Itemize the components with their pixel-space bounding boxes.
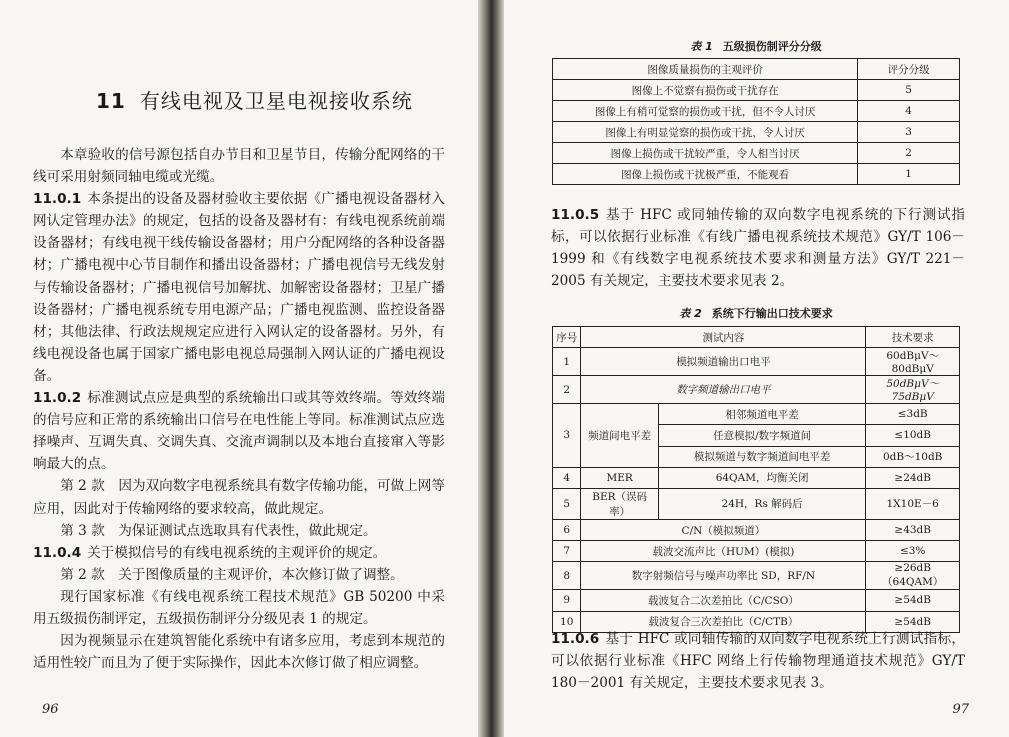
book-spine (478, 0, 504, 737)
table2 (552, 326, 960, 633)
table-cell: 图像上损伤或干扰较严重，令人相当讨厌 (553, 143, 858, 164)
page-number-left: 96 (42, 702, 59, 717)
paragraph (551, 204, 965, 292)
table-row (553, 80, 960, 101)
table-cell: 1 (858, 164, 960, 185)
table-cell: ≥54dB (866, 590, 960, 611)
table-cell: 2 (858, 143, 960, 164)
left-page (0, 0, 478, 737)
table2-caption-number: 表 2 (679, 307, 702, 320)
table-cell: ≥43dB (866, 519, 960, 540)
table-row (553, 164, 960, 185)
paragraph-text: 因为视频显示在建筑智能化系统中有诸多应用，考虑到本规范的适用性较广而且为了便于实际操作，因此本次修订做了相应调整。 (33, 633, 445, 672)
table-cell: 相邻频道电平差 (658, 404, 866, 425)
table-cell: 10 (553, 611, 581, 632)
paragraph-text: 基于 HFC 或同轴传输的双向数字电视系统上行测试指标，可以依据行业标准《HFC 网络上行传输物理通道技术规范》GY/T 180－2001 有关规定，主要技术要求见表 3。 (551, 631, 965, 691)
paragraph (551, 628, 965, 694)
clause-number: 11.0.4 (33, 544, 82, 561)
table1-caption-text: 五级损伤制评分分级 (722, 40, 822, 53)
paragraph-11-0-6 (551, 628, 965, 694)
table-cell: 载波复合三次差拍比（C/CTB） (581, 611, 866, 632)
table-header-cell: 技术要求 (866, 327, 960, 348)
table-cell: 3 (553, 404, 581, 468)
table-cell: 载波交流声比（HUM）(模拟) (581, 541, 866, 562)
clause-number: 11.0.1 (33, 191, 82, 208)
table-row (553, 467, 960, 488)
table-cell: 3 (858, 122, 960, 143)
table-header-cell: 序号 (553, 327, 581, 348)
paragraph (33, 586, 445, 630)
table1-caption-number: 表 1 (690, 40, 713, 53)
table-cell: 9 (553, 590, 581, 611)
table-cell: 图像上有明显觉察的损伤或干扰，令人讨厌 (553, 122, 858, 143)
table-cell: ≤10dB (866, 425, 960, 446)
table-cell: 5 (858, 80, 960, 101)
chapter-title (96, 85, 413, 114)
paragraph (33, 387, 445, 475)
table-cell: 64QAM，均衡关闭 (658, 467, 866, 488)
table1-caption (552, 38, 960, 54)
table-cell: 载波复合二次差拍比（C/CSO） (581, 590, 866, 611)
table-row (553, 488, 960, 519)
table-cell: 数字射频信号与噪声功率比 SD，RF/N (581, 562, 866, 590)
table-cell: 4 (553, 467, 581, 488)
table-cell: 图像上损伤或干扰极严重，不能观看 (553, 164, 858, 185)
table-row (553, 143, 960, 164)
left-body-text (33, 144, 445, 674)
table-row (553, 590, 960, 611)
table2-caption-text: 系统下行输出口技术要求 (711, 307, 833, 320)
table-cell: 1X10E－6 (866, 488, 960, 519)
clause-number: 11.0.5 (551, 207, 600, 223)
table-cell: 1 (553, 348, 581, 376)
paragraph-text: 第 2 款 关于图像质量的主观评价，本次修订做了调整。 (60, 566, 404, 583)
table-row (553, 101, 960, 122)
table-cell: ≤3dB (866, 404, 960, 425)
table-cell: 24H，Rs 解码后 (658, 488, 866, 519)
table-row (553, 541, 960, 562)
table-row (553, 562, 960, 590)
table-header-cell: 图像质量损伤的主观评价 (553, 59, 858, 80)
paragraph (33, 542, 445, 564)
table-cell: 7 (553, 541, 581, 562)
table-cell: 频道间电平差 (581, 404, 658, 468)
paragraph-text: 本条提出的设备及器材验收主要依据《广播电视设备器材入网认定管理办法》的规定，包括的设备及器材有：有线电视系统前端设备器材；有线电视干线传输设备器材；用户分配网络的各种设备器材；广播电视中心节目制作和播出设备器材；广播电视信号无线发射与传输设备器材；广播电视信号加解扰、加解密设备器材；卫星广播设备器材；广播电视系统专用电源产品；广播电视监测、监控设备器材；其他法律、行政法规规定应进行入网认定的设备器材。另外，有线电视设备也属于国家广播电影电视总局强制入网认证的广播电视设备。 (33, 191, 445, 384)
clause-number: 11.0.2 (33, 390, 82, 407)
table-cell: 60dBμV～80dBμV (866, 348, 960, 376)
table-cell: ≤3% (866, 541, 960, 562)
table-cell: 模拟频道与数字频道间电平差 (658, 446, 866, 467)
table-row (553, 404, 960, 425)
paragraph (33, 564, 445, 586)
table-cell: 模拟频道输出口电平 (581, 348, 866, 376)
table-cell: 0dB～10dB (866, 446, 960, 467)
clause-number: 11.0.6 (551, 631, 600, 647)
table-header-cell: 测试内容 (581, 327, 866, 348)
paragraph-text: 现行国家标准《有线电视系统工程技术规范》GB 50200 中采用五级损伤制评定，五级损伤制评分分级见表 1 的规定。 (33, 588, 445, 627)
table-row (553, 122, 960, 143)
table-row (553, 376, 960, 404)
table-cell: 图像上有稍可觉察的损伤或干扰，但不令人讨厌 (553, 101, 858, 122)
table-cell: ≥26dB（64QAM） (866, 562, 960, 590)
table-cell: ≥54dB (866, 611, 960, 632)
table-cell: ≥24dB (866, 467, 960, 488)
table-cell: 8 (553, 562, 581, 590)
table-cell: BER（误码率） (581, 488, 658, 519)
paragraph-text: 本章验收的信号源包括自办节目和卫星节目，传输分配网络的干线可采用射频同轴电缆或光缆。 (33, 147, 445, 186)
table2-caption (552, 305, 960, 321)
table-cell: 5 (553, 488, 581, 519)
right-page (504, 0, 1009, 737)
table-header-row (553, 59, 960, 80)
table-row (553, 519, 960, 540)
paragraph-text: 第 3 款 为保证测试点选取具有代表性，做此规定。 (60, 522, 377, 539)
paragraph (33, 630, 445, 674)
table-cell: C/N（模拟频道） (581, 519, 866, 540)
table-cell: 图像上不觉察有损伤或干扰存在 (553, 80, 858, 101)
table-cell: MER (581, 467, 658, 488)
paragraph-text: 关于模拟信号的有线电视系统的主观评价的规定。 (87, 544, 387, 561)
table-cell: 任意模拟/数字频道间 (658, 425, 866, 446)
paragraph-11-0-5 (551, 204, 965, 292)
table-cell: 数字频道输出口电平 (581, 376, 866, 404)
table-cell: 6 (553, 519, 581, 540)
table-cell: 2 (553, 376, 581, 404)
paragraph (33, 475, 445, 519)
paragraph-text: 第 2 款 因为双向数字电视系统具有数字传输功能，可做上网等应用，因此对于传输网络的要求较高，做此规定。 (33, 478, 445, 517)
table-header-cell: 评分分级 (858, 59, 960, 80)
chapter-title-text: 有线电视及卫星电视接收系统 (139, 89, 413, 113)
page-number-right: 97 (952, 702, 969, 717)
table1 (552, 58, 960, 185)
table-row (553, 348, 960, 376)
paragraph-text: 基于 HFC 或同轴传输的双向数字电视系统的下行测试指标，可以依据行业标准《有线广播电视系统技术规范》GY/T 106－1999 和《有线数字电视系统技术要求和测量方法》GY/T 221－2005 有关规定，主要技术要求见表 2。 (551, 207, 965, 289)
paragraph (33, 144, 445, 188)
table-header-row (553, 327, 960, 348)
table-cell: 50dBμV～75dBμV (866, 376, 960, 404)
chapter-number: 11 (96, 89, 126, 113)
paragraph-text: 标准测试点应是典型的系统输出口或其等效终端。等效终端的信号应和正常的系统输出口信号在电性能上等同。标准测试点应选择噪声、互调失真、交调失真、交流声调制以及本地台直接窜入等影响最大的点。 (33, 390, 445, 473)
table-cell: 4 (858, 101, 960, 122)
paragraph (33, 188, 445, 387)
paragraph (33, 520, 445, 542)
